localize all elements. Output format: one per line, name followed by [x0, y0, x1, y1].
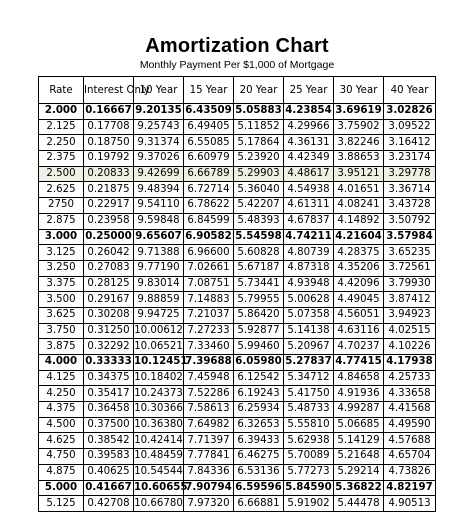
cell-30-year: 4.01651 — [334, 182, 384, 198]
cell-interest-only: 0.18750 — [84, 135, 134, 151]
cell-40-year: 4.25733 — [384, 370, 436, 386]
cell-30-year: 4.49045 — [334, 292, 384, 308]
table-row — [39, 370, 436, 386]
cell-20-year: 6.66881 — [234, 496, 284, 512]
cell-30-year: 3.82246 — [334, 135, 384, 151]
cell-rate: 3.250 — [39, 260, 84, 276]
cell-interest-only: 0.27083 — [84, 260, 134, 276]
table-body — [39, 104, 436, 512]
cell-interest-only: 0.35417 — [84, 386, 134, 402]
cell-25-year: 4.48617 — [284, 166, 334, 182]
cell-rate: 3.625 — [39, 307, 84, 323]
cell-15-year: 6.84599 — [184, 213, 234, 229]
table-row — [39, 355, 436, 371]
cell-25-year: 4.42349 — [284, 151, 334, 167]
table-row — [39, 449, 436, 465]
cell-40-year: 4.90513 — [384, 496, 436, 512]
cell-20-year: 6.59596 — [234, 480, 284, 496]
cell-30-year: 3.69619 — [334, 104, 384, 120]
table-row — [39, 198, 436, 214]
table-row — [39, 245, 436, 261]
cell-30-year: 5.36822 — [334, 480, 384, 496]
cell-20-year: 5.67187 — [234, 260, 284, 276]
cell-20-year: 5.92877 — [234, 323, 284, 339]
cell-20-year: 6.32653 — [234, 417, 284, 433]
cell-15-year: 6.49405 — [184, 119, 234, 135]
cell-15-year: 7.71397 — [184, 433, 234, 449]
cell-rate: 2.000 — [39, 104, 84, 120]
cell-40-year: 4.65704 — [384, 449, 436, 465]
cell-40-year: 4.17938 — [384, 355, 436, 371]
cell-40-year: 4.02515 — [384, 323, 436, 339]
column-header-15-year: 15 Year — [184, 77, 234, 104]
cell-25-year: 4.29966 — [284, 119, 334, 135]
cell-interest-only: 0.32292 — [84, 339, 134, 355]
cell-30-year: 4.91936 — [334, 386, 384, 402]
cell-15-year: 7.58613 — [184, 402, 234, 418]
table-row — [39, 323, 436, 339]
cell-30-year: 4.63116 — [334, 323, 384, 339]
cell-25-year: 5.14138 — [284, 323, 334, 339]
cell-interest-only: 0.39583 — [84, 449, 134, 465]
table-row — [39, 229, 436, 245]
cell-10-year: 10.30366 — [134, 402, 184, 418]
cell-interest-only: 0.19792 — [84, 151, 134, 167]
cell-20-year: 5.60828 — [234, 245, 284, 261]
cell-25-year: 4.23854 — [284, 104, 334, 120]
cell-rate: 2.250 — [39, 135, 84, 151]
cell-30-year: 5.29214 — [334, 464, 384, 480]
cell-10-year: 9.31374 — [134, 135, 184, 151]
cell-10-year: 9.94725 — [134, 307, 184, 323]
cell-25-year: 4.80739 — [284, 245, 334, 261]
table-row — [39, 104, 436, 120]
cell-40-year: 4.10226 — [384, 339, 436, 355]
cell-40-year: 3.87412 — [384, 292, 436, 308]
cell-10-year: 10.12451 — [134, 355, 184, 371]
cell-rate: 3.000 — [39, 229, 84, 245]
cell-25-year: 5.77273 — [284, 464, 334, 480]
chart-subtitle: Monthly Payment Per $1,000 of Mortgage — [139, 59, 335, 71]
column-header-20-year: 20 Year — [234, 77, 284, 104]
cell-rate: 5.125 — [39, 496, 84, 512]
cell-20-year: 6.25934 — [234, 402, 284, 418]
cell-40-year: 3.94923 — [384, 307, 436, 323]
cell-20-year: 6.19243 — [234, 386, 284, 402]
cell-10-year: 9.88859 — [134, 292, 184, 308]
cell-30-year: 4.77415 — [334, 355, 384, 371]
cell-interest-only: 0.29167 — [84, 292, 134, 308]
cell-10-year: 10.66780 — [134, 496, 184, 512]
cell-15-year: 6.66789 — [184, 166, 234, 182]
cell-10-year: 9.65607 — [134, 229, 184, 245]
cell-30-year: 4.28375 — [334, 245, 384, 261]
cell-rate: 4.625 — [39, 433, 84, 449]
cell-10-year: 10.18402 — [134, 370, 184, 386]
table-row — [39, 307, 436, 323]
cell-10-year: 10.00612 — [134, 323, 184, 339]
cell-40-year: 3.65235 — [384, 245, 436, 261]
cell-25-year: 4.87318 — [284, 260, 334, 276]
column-header-interest-only: Interest Only — [84, 77, 134, 104]
table-row — [39, 260, 436, 276]
cell-rate: 4.375 — [39, 402, 84, 418]
cell-interest-only: 0.25000 — [84, 229, 134, 245]
cell-20-year: 6.46275 — [234, 449, 284, 465]
cell-interest-only: 0.17708 — [84, 119, 134, 135]
cell-40-year: 3.02826 — [384, 104, 436, 120]
cell-25-year: 4.74211 — [284, 229, 334, 245]
cell-25-year: 4.54938 — [284, 182, 334, 198]
cell-15-year: 7.21037 — [184, 307, 234, 323]
cell-25-year: 5.55810 — [284, 417, 334, 433]
cell-rate: 4.125 — [39, 370, 84, 386]
table-row — [39, 213, 436, 229]
cell-30-year: 3.75902 — [334, 119, 384, 135]
cell-25-year: 5.48733 — [284, 402, 334, 418]
cell-20-year: 5.17864 — [234, 135, 284, 151]
cell-rate: 4.250 — [39, 386, 84, 402]
table-row — [39, 135, 436, 151]
cell-rate: 3.875 — [39, 339, 84, 355]
table-row — [39, 496, 436, 512]
cell-15-year: 6.43509 — [184, 104, 234, 120]
table-row — [39, 417, 436, 433]
cell-interest-only: 0.41667 — [84, 480, 134, 496]
cell-25-year: 5.84590 — [284, 480, 334, 496]
cell-40-year: 3.72561 — [384, 260, 436, 276]
cell-15-year: 6.78622 — [184, 198, 234, 214]
cell-rate: 4.500 — [39, 417, 84, 433]
cell-10-year: 9.71388 — [134, 245, 184, 261]
cell-20-year: 6.12542 — [234, 370, 284, 386]
cell-10-year: 10.48459 — [134, 449, 184, 465]
cell-10-year: 9.54110 — [134, 198, 184, 214]
cell-15-year: 6.55085 — [184, 135, 234, 151]
cell-rate: 2.625 — [39, 182, 84, 198]
cell-25-year: 4.36131 — [284, 135, 334, 151]
cell-10-year: 10.60655 — [134, 480, 184, 496]
cell-10-year: 10.54544 — [134, 464, 184, 480]
cell-15-year: 7.02661 — [184, 260, 234, 276]
cell-rate: 5.000 — [39, 480, 84, 496]
cell-15-year: 6.96600 — [184, 245, 234, 261]
cell-rate: 4.000 — [39, 355, 84, 371]
cell-rate: 3.750 — [39, 323, 84, 339]
table-row — [39, 119, 436, 135]
table-row — [39, 292, 436, 308]
cell-10-year: 9.25743 — [134, 119, 184, 135]
cell-30-year: 4.35206 — [334, 260, 384, 276]
cell-30-year: 5.06685 — [334, 417, 384, 433]
cell-25-year: 5.70089 — [284, 449, 334, 465]
table-row — [39, 151, 436, 167]
cell-15-year: 7.77841 — [184, 449, 234, 465]
cell-20-year: 5.11852 — [234, 119, 284, 135]
cell-40-year: 4.73826 — [384, 464, 436, 480]
cell-rate: 3.375 — [39, 276, 84, 292]
cell-40-year: 3.23174 — [384, 151, 436, 167]
cell-10-year: 9.42699 — [134, 166, 184, 182]
cell-interest-only: 0.36458 — [84, 402, 134, 418]
cell-40-year: 3.57984 — [384, 229, 436, 245]
cell-20-year: 5.99460 — [234, 339, 284, 355]
cell-15-year: 7.97320 — [184, 496, 234, 512]
cell-interest-only: 0.20833 — [84, 166, 134, 182]
cell-interest-only: 0.40625 — [84, 464, 134, 480]
cell-20-year: 5.48393 — [234, 213, 284, 229]
cell-interest-only: 0.22917 — [84, 198, 134, 214]
cell-10-year: 9.83014 — [134, 276, 184, 292]
cell-25-year: 5.34712 — [284, 370, 334, 386]
cell-40-year: 4.41568 — [384, 402, 436, 418]
cell-20-year: 5.23920 — [234, 151, 284, 167]
cell-15-year: 7.08751 — [184, 276, 234, 292]
cell-10-year: 9.20135 — [134, 104, 184, 120]
cell-25-year: 5.41750 — [284, 386, 334, 402]
cell-rate: 4.875 — [39, 464, 84, 480]
cell-15-year: 7.14883 — [184, 292, 234, 308]
table-row — [39, 386, 436, 402]
cell-40-year: 3.43728 — [384, 198, 436, 214]
amortization-table — [38, 76, 436, 512]
cell-25-year: 5.20967 — [284, 339, 334, 355]
cell-20-year: 5.42207 — [234, 198, 284, 214]
column-header-40-year: 40 Year — [384, 77, 436, 104]
cell-rate: 2.125 — [39, 119, 84, 135]
cell-interest-only: 0.31250 — [84, 323, 134, 339]
cell-rate: 2.375 — [39, 151, 84, 167]
cell-30-year: 5.44478 — [334, 496, 384, 512]
cell-15-year: 7.84336 — [184, 464, 234, 480]
cell-25-year: 4.61311 — [284, 198, 334, 214]
cell-40-year: 4.82197 — [384, 480, 436, 496]
cell-30-year: 3.95121 — [334, 166, 384, 182]
cell-rate: 2.875 — [39, 213, 84, 229]
chart-title: Amortization Chart — [145, 35, 329, 57]
cell-interest-only: 0.42708 — [84, 496, 134, 512]
table-row — [39, 276, 436, 292]
cell-15-year: 6.90582 — [184, 229, 234, 245]
table-row — [39, 339, 436, 355]
cell-25-year: 5.27837 — [284, 355, 334, 371]
cell-interest-only: 0.33333 — [84, 355, 134, 371]
cell-25-year: 5.07358 — [284, 307, 334, 323]
cell-interest-only: 0.37500 — [84, 417, 134, 433]
cell-40-year: 3.36714 — [384, 182, 436, 198]
cell-20-year: 6.39433 — [234, 433, 284, 449]
cell-30-year: 4.56051 — [334, 307, 384, 323]
cell-15-year: 7.64982 — [184, 417, 234, 433]
cell-25-year: 5.00628 — [284, 292, 334, 308]
header-row — [39, 77, 436, 104]
cell-30-year: 4.99287 — [334, 402, 384, 418]
cell-10-year: 9.59848 — [134, 213, 184, 229]
table-row — [39, 480, 436, 496]
cell-20-year: 5.79955 — [234, 292, 284, 308]
cell-interest-only: 0.38542 — [84, 433, 134, 449]
cell-40-year: 3.50792 — [384, 213, 436, 229]
cell-15-year: 6.60979 — [184, 151, 234, 167]
column-header-25-year: 25 Year — [284, 77, 334, 104]
cell-40-year: 3.09522 — [384, 119, 436, 135]
cell-20-year: 5.36040 — [234, 182, 284, 198]
cell-10-year: 10.42414 — [134, 433, 184, 449]
cell-40-year: 3.29778 — [384, 166, 436, 182]
cell-interest-only: 0.16667 — [84, 104, 134, 120]
cell-interest-only: 0.21875 — [84, 182, 134, 198]
cell-interest-only: 0.26042 — [84, 245, 134, 261]
cell-10-year: 9.77190 — [134, 260, 184, 276]
cell-interest-only: 0.28125 — [84, 276, 134, 292]
cell-25-year: 5.62938 — [284, 433, 334, 449]
cell-15-year: 7.27233 — [184, 323, 234, 339]
cell-10-year: 10.36380 — [134, 417, 184, 433]
cell-25-year: 5.91902 — [284, 496, 334, 512]
cell-20-year: 6.53136 — [234, 464, 284, 480]
cell-30-year: 4.42096 — [334, 276, 384, 292]
cell-30-year: 5.21648 — [334, 449, 384, 465]
cell-20-year: 6.05980 — [234, 355, 284, 371]
column-header-10-year: 10 Year — [134, 77, 184, 104]
cell-rate: 2.500 — [39, 166, 84, 182]
cell-30-year: 4.84658 — [334, 370, 384, 386]
cell-15-year: 7.90794 — [184, 480, 234, 496]
table-row — [39, 464, 436, 480]
cell-30-year: 4.08241 — [334, 198, 384, 214]
cell-25-year: 4.93948 — [284, 276, 334, 292]
cell-interest-only: 0.23958 — [84, 213, 134, 229]
cell-20-year: 5.86420 — [234, 307, 284, 323]
table-row — [39, 433, 436, 449]
cell-40-year: 4.33658 — [384, 386, 436, 402]
cell-rate: 3.125 — [39, 245, 84, 261]
cell-15-year: 7.52286 — [184, 386, 234, 402]
cell-40-year: 4.57688 — [384, 433, 436, 449]
table-row — [39, 402, 436, 418]
cell-10-year: 9.48394 — [134, 182, 184, 198]
cell-20-year: 5.54598 — [234, 229, 284, 245]
cell-40-year: 3.79930 — [384, 276, 436, 292]
cell-interest-only: 0.34375 — [84, 370, 134, 386]
cell-10-year: 10.06521 — [134, 339, 184, 355]
cell-40-year: 3.16412 — [384, 135, 436, 151]
column-header-30-year: 30 Year — [334, 77, 384, 104]
cell-30-year: 4.14892 — [334, 213, 384, 229]
table-row — [39, 182, 436, 198]
cell-interest-only: 0.30208 — [84, 307, 134, 323]
cell-20-year: 5.05883 — [234, 104, 284, 120]
cell-15-year: 7.33460 — [184, 339, 234, 355]
cell-40-year: 4.49590 — [384, 417, 436, 433]
cell-30-year: 3.88653 — [334, 151, 384, 167]
cell-15-year: 6.72714 — [184, 182, 234, 198]
cell-30-year: 4.21604 — [334, 229, 384, 245]
cell-30-year: 4.70237 — [334, 339, 384, 355]
cell-25-year: 4.67837 — [284, 213, 334, 229]
cell-rate: 4.750 — [39, 449, 84, 465]
cell-20-year: 5.73441 — [234, 276, 284, 292]
table-row — [39, 166, 436, 182]
cell-15-year: 7.45948 — [184, 370, 234, 386]
cell-20-year: 5.29903 — [234, 166, 284, 182]
cell-30-year: 5.14129 — [334, 433, 384, 449]
column-header-rate: Rate — [39, 77, 84, 104]
cell-15-year: 7.39688 — [184, 355, 234, 371]
cell-10-year: 10.24373 — [134, 386, 184, 402]
cell-10-year: 9.37026 — [134, 151, 184, 167]
cell-rate: 3.500 — [39, 292, 84, 308]
cell-rate: 2750 — [39, 198, 84, 214]
